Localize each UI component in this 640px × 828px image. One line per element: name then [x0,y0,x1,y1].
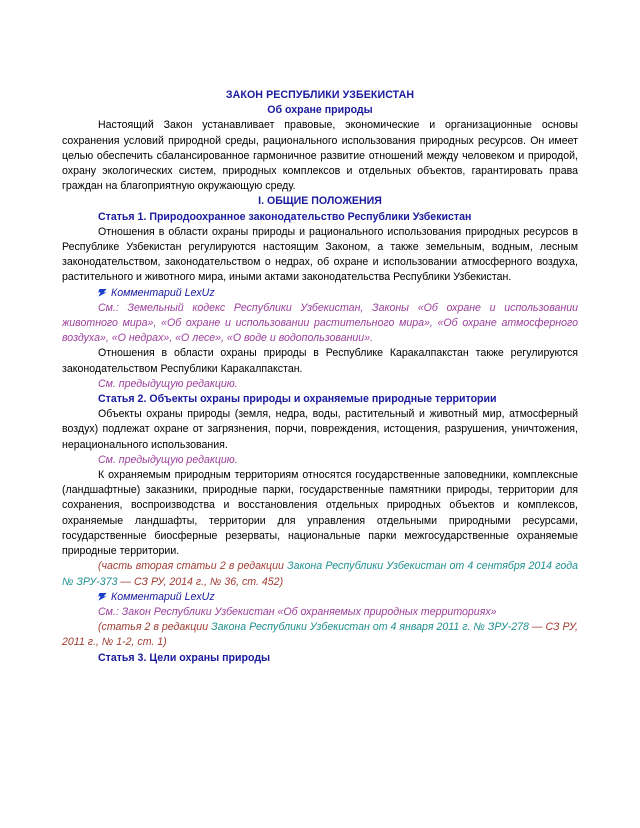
section-heading-general-provisions: I. ОБЩИЕ ПОЛОЖЕНИЯ [258,195,382,208]
article-1-lexuz-comment-label [62,286,578,301]
article-1-lexuz-comment-text: Комментарий LexUz [111,286,215,299]
article-2-heading-title: Объекты охраны природы и охраняемые природные территории [149,393,497,406]
article-2-lexuz-comment-label [62,590,578,605]
edition-note-2014-suffix: — СЗ РУ, 2014 г., № 36, ст. 452) [117,575,284,588]
edition-note-2014-prefix: (часть вторая статьи 2 в редакции [98,560,288,573]
lexuz-flag-icon [98,593,107,601]
article-1-reference-link[interactable]: См.: Земельный кодекс Республики Узбекистан, Законы «Об охране и использовании животного мира», «Об охране и использовании растительного мира», «Об охране атмосферного воздуха», «О недрах», «О лесе», «О воде и водопользовании». [62,301,578,345]
edition-note-2011-prefix: (статья 2 в редакции [98,621,212,634]
article-2-reference-link[interactable]: См.: Закон Республики Узбекистан «Об охраняемых природных территориях» [98,605,497,618]
article-2-lexuz-comment-text: Комментарий LexUz [111,590,215,603]
document-title: ЗАКОН РЕСПУБЛИКИ УЗБЕКИСТАН [225,89,415,101]
edition-note-2011-suffix: — СЗ РУ, 2011 г., № 1-2, ст. 1) [62,621,578,649]
article-1-heading: Статья 1. Природоохранное законодательство Республики Узбекистан [98,210,472,223]
article-2-paragraph-2: К охраняемым природным территориям относятся государственные заповедники, комплексные (ландшафтные) заказники, природные парки, государственные памятники природы, территории для сохранения, воспроизводства и восстановления отдельных природных объектов и комплексов, охраняемые ландшафты, территории для управления отдельными природными ресурсами, государственные биосферные резерваты, национальные парки межгосударственные охраняемые природные территории. [62,469,578,558]
document-subtitle: Об охране природы [267,104,373,117]
article-2-edition-note-2014 [62,559,578,589]
article-2-heading [62,392,578,407]
article-2-paragraph-1: Объекты охраны природы (земля, недра, воды, растительный и животный мир, атмосферный воздух) подлежат охране от загрязнения, порчи, повреждения, истощения, разрушения, уничтожения, нерационального использования. [62,408,578,451]
article-2-edition-note-2011 [62,620,578,650]
article-1-previous-edition-link[interactable]: См. предыдущую редакцию. [98,377,238,390]
preamble-paragraph: Настоящий Закон устанавливает правовые, экономические и организационные основы сохранения условий природной среды, рационального использования природных ресурсов. Он имеет целью обеспечить сбалансированное гармоничное развитие отношений между человеком и природой, охрану экологических систем, природных комплексов и отдельных объектов, гарантировать права граждан на благоприятную окружающую среду. [62,119,578,193]
article-1-paragraph-1: Отношения в области охраны природы и рационального использования природных ресурсов в Республике Узбекистан регулируются настоящим Законом, а также земельным, водным, лесным законодательством, законодательством о недрах, об охране и использовании атмосферного воздуха, растительного и животного мира, иными актами законодательства Республики Узбекистан. [62,225,578,284]
article-2-heading-number: Статья 2. [98,393,147,406]
edition-note-2011-law-link[interactable]: Закона Республики Узбекистан от 4 января 2011 г. № ЗРУ-278 [211,621,529,634]
lexuz-flag-icon [98,289,107,297]
article-2-previous-edition-link[interactable]: См. предыдущую редакцию. [98,453,238,466]
edition-note-2014-law-link[interactable]: Закона Республики Узбекистан от 4 сентября 2014 года № ЗРУ-373 [62,560,578,588]
article-3-heading: Статья 3. Цели охраны природы [98,651,271,664]
article-1-paragraph-2: Отношения в области охраны природы в Республике Каракалпакстан также регулируются законодательством Республики Каракалпакстан. [62,347,578,375]
